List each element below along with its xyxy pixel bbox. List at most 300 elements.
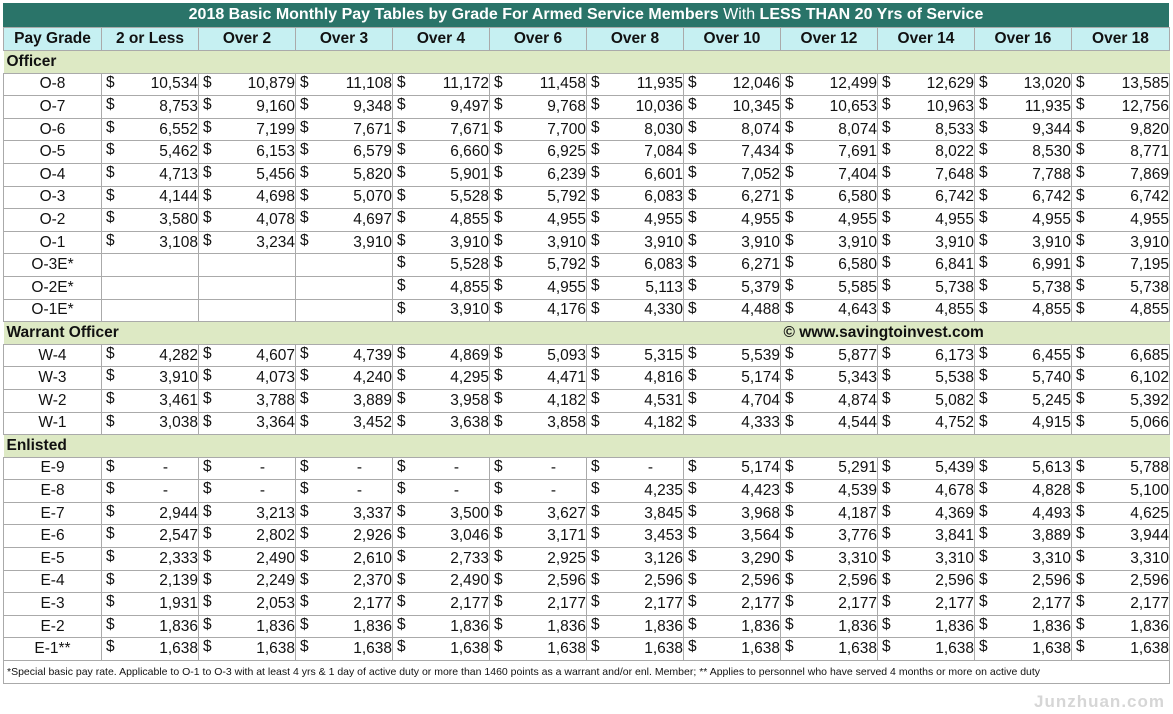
pay-value-cell <box>1072 299 1170 322</box>
currency-symbol: $ <box>203 615 212 633</box>
pay-amount: 2,333 <box>159 549 198 567</box>
pay-grade-cell: O-8 <box>4 73 102 96</box>
table-row <box>4 389 1170 412</box>
pay-value-cell <box>102 141 199 164</box>
pay-amount: 4,752 <box>935 414 974 432</box>
pay-amount: 3,910 <box>935 233 974 251</box>
currency-symbol: $ <box>591 231 600 249</box>
currency-symbol: $ <box>300 480 309 498</box>
watermark: Junzhuan.com <box>1033 692 1165 711</box>
pay-value-cell <box>393 209 490 232</box>
currency-symbol: $ <box>882 163 891 181</box>
pay-value-cell <box>975 73 1072 96</box>
currency-symbol: $ <box>785 457 794 475</box>
pay-amount: 7,084 <box>644 143 683 161</box>
pay-value-cell <box>878 118 975 141</box>
pay-grade-cell: O-4 <box>4 163 102 186</box>
currency-symbol: $ <box>106 209 115 227</box>
pay-amount: 6,239 <box>547 165 586 183</box>
currency-symbol: $ <box>979 502 988 520</box>
currency-symbol: $ <box>785 209 794 227</box>
pay-value-cell <box>393 457 490 480</box>
pay-value-cell <box>490 638 587 661</box>
currency-symbol: $ <box>494 367 503 385</box>
currency-symbol: $ <box>203 525 212 543</box>
table-row <box>4 344 1170 367</box>
currency-symbol: $ <box>591 615 600 633</box>
currency-symbol: $ <box>979 570 988 588</box>
pay-amount: 6,685 <box>1130 346 1169 364</box>
pay-amount: 4,855 <box>450 210 489 228</box>
currency-symbol: $ <box>203 186 212 204</box>
currency-symbol: $ <box>1076 570 1085 588</box>
pay-value-cell <box>587 638 684 661</box>
pay-amount: 3,841 <box>935 527 974 545</box>
pay-amount: 5,792 <box>547 256 586 274</box>
pay-value-cell <box>1072 570 1170 593</box>
currency-symbol: $ <box>591 118 600 136</box>
pay-amount: 3,627 <box>547 504 586 522</box>
currency-symbol: $ <box>882 299 891 317</box>
currency-symbol: $ <box>979 231 988 249</box>
pay-amount: 8,530 <box>1032 143 1071 161</box>
currency-symbol: $ <box>979 593 988 611</box>
currency-symbol: $ <box>1076 231 1085 249</box>
pay-value-cell <box>878 548 975 571</box>
currency-symbol: $ <box>203 163 212 181</box>
pay-value-cell <box>199 231 296 254</box>
pay-value-cell <box>490 615 587 638</box>
pay-amount: 1,836 <box>644 617 683 635</box>
pay-amount: 3,910 <box>644 233 683 251</box>
pay-amount: 7,052 <box>741 165 780 183</box>
pay-value-cell <box>490 457 587 480</box>
currency-symbol: $ <box>106 118 115 136</box>
pay-amount: 5,788 <box>1130 459 1169 477</box>
pay-amount: 9,348 <box>353 97 392 115</box>
currency-symbol: $ <box>300 344 309 362</box>
pay-amount: 4,073 <box>256 369 295 387</box>
pay-value-cell <box>684 73 781 96</box>
pay-amount: 7,195 <box>1130 256 1169 274</box>
currency-symbol: $ <box>591 457 600 475</box>
pay-amount: 6,153 <box>256 143 295 161</box>
table-row <box>4 73 1170 96</box>
pay-value-cell <box>878 276 975 299</box>
pay-value-cell <box>781 299 878 322</box>
currency-symbol: $ <box>397 73 406 91</box>
currency-symbol: $ <box>203 389 212 407</box>
pay-value-cell <box>490 502 587 525</box>
pay-value-cell <box>393 141 490 164</box>
pay-value-cell <box>684 254 781 277</box>
pay-value-cell <box>199 389 296 412</box>
currency-symbol: $ <box>591 73 600 91</box>
pay-value-cell <box>975 525 1072 548</box>
pay-amount: 1,836 <box>450 617 489 635</box>
currency-symbol: $ <box>300 141 309 159</box>
currency-symbol: $ <box>106 593 115 611</box>
pay-value-cell <box>393 163 490 186</box>
pay-value-cell <box>975 480 1072 503</box>
pay-value-cell <box>975 344 1072 367</box>
pay-value-cell <box>975 548 1072 571</box>
pay-value-cell <box>102 412 199 435</box>
pay-amount: 7,671 <box>450 120 489 138</box>
pay-value-cell <box>975 570 1072 593</box>
pay-value-cell <box>781 367 878 390</box>
pay-amount: 3,038 <box>159 414 198 432</box>
currency-symbol: $ <box>591 163 600 181</box>
pay-value-cell <box>296 163 393 186</box>
table-row <box>4 96 1170 119</box>
currency-symbol: $ <box>494 254 503 272</box>
currency-symbol: $ <box>591 299 600 317</box>
currency-symbol: $ <box>882 73 891 91</box>
pay-amount: 3,500 <box>450 504 489 522</box>
pay-value-cell <box>199 276 296 299</box>
currency-symbol: $ <box>300 73 309 91</box>
currency-symbol: $ <box>785 231 794 249</box>
currency-symbol: $ <box>785 389 794 407</box>
pay-value-cell <box>102 480 199 503</box>
currency-symbol: $ <box>591 638 600 656</box>
pay-amount: 6,660 <box>450 143 489 161</box>
currency-symbol: $ <box>397 389 406 407</box>
currency-symbol: $ <box>785 96 794 114</box>
pay-amount: 2,490 <box>256 549 295 567</box>
pay-value-cell <box>296 638 393 661</box>
pay-value-cell <box>587 141 684 164</box>
pay-value-cell <box>490 209 587 232</box>
pay-amount: 5,100 <box>1130 482 1169 500</box>
currency-symbol: $ <box>785 593 794 611</box>
pay-value-cell <box>684 480 781 503</box>
pay-value-cell <box>1072 163 1170 186</box>
pay-amount: 12,499 <box>829 75 877 93</box>
currency-symbol: $ <box>1076 615 1085 633</box>
currency-symbol: $ <box>591 525 600 543</box>
currency-symbol: $ <box>688 502 697 520</box>
pay-amount: 9,497 <box>450 97 489 115</box>
pay-amount: 6,271 <box>741 188 780 206</box>
pay-amount: 10,534 <box>150 75 198 93</box>
pay-amount: 10,653 <box>829 97 877 115</box>
pay-value-cell <box>781 141 878 164</box>
pay-value-cell <box>975 412 1072 435</box>
currency-symbol: $ <box>688 163 697 181</box>
pay-value-cell <box>1072 118 1170 141</box>
currency-symbol: $ <box>979 638 988 656</box>
pay-amount: 8,074 <box>838 120 877 138</box>
pay-value-cell <box>684 186 781 209</box>
pay-amount: 4,240 <box>353 369 392 387</box>
currency-symbol: $ <box>397 96 406 114</box>
pay-value-cell <box>490 412 587 435</box>
pay-value-cell <box>975 502 1072 525</box>
pay-amount: 3,889 <box>1032 527 1071 545</box>
pay-value-cell <box>1072 638 1170 661</box>
table-row <box>4 570 1170 593</box>
currency-symbol: $ <box>688 367 697 385</box>
section-label: Warrant Officer <box>4 322 781 345</box>
currency-symbol: $ <box>688 231 697 249</box>
pay-value-cell <box>781 209 878 232</box>
pay-amount: 11,108 <box>345 75 392 93</box>
currency-symbol: $ <box>785 502 794 520</box>
pay-amount: 3,910 <box>353 233 392 251</box>
pay-amount: 2,177 <box>741 595 780 613</box>
pay-amount: 5,245 <box>1032 391 1071 409</box>
pay-value-cell <box>490 593 587 616</box>
pay-amount: 11,172 <box>442 75 489 93</box>
pay-value-cell <box>199 141 296 164</box>
currency-symbol: $ <box>300 209 309 227</box>
currency-symbol: $ <box>979 525 988 543</box>
currency-symbol: $ <box>106 638 115 656</box>
table-row <box>4 231 1170 254</box>
table-row <box>4 480 1170 503</box>
pay-amount: 4,493 <box>1032 504 1071 522</box>
pay-value-cell <box>975 638 1072 661</box>
pay-amount: 3,171 <box>547 527 586 545</box>
currency-symbol: $ <box>1076 367 1085 385</box>
pay-value-cell <box>393 231 490 254</box>
currency-symbol: $ <box>397 276 406 294</box>
currency-symbol: $ <box>300 231 309 249</box>
pay-value-cell <box>684 389 781 412</box>
pay-amount: 6,601 <box>644 165 683 183</box>
pay-amount: 9,820 <box>1130 120 1169 138</box>
currency-symbol: $ <box>785 367 794 385</box>
pay-value-cell <box>199 254 296 277</box>
table-row <box>4 615 1170 638</box>
currency-symbol: $ <box>203 209 212 227</box>
currency-symbol: $ <box>785 570 794 588</box>
currency-symbol: $ <box>1076 502 1085 520</box>
currency-symbol: $ <box>494 457 503 475</box>
header-column: Over 3 <box>296 28 393 51</box>
header-row <box>4 28 1170 51</box>
pay-value-cell <box>490 231 587 254</box>
pay-amount: 3,234 <box>256 233 295 251</box>
pay-value-cell <box>587 96 684 119</box>
pay-value-cell <box>1072 141 1170 164</box>
header-column: Over 16 <box>975 28 1072 51</box>
currency-symbol: $ <box>397 231 406 249</box>
pay-value-cell <box>684 276 781 299</box>
pay-value-cell <box>199 615 296 638</box>
currency-symbol: $ <box>979 344 988 362</box>
pay-amount: 5,070 <box>353 188 392 206</box>
currency-symbol: $ <box>882 96 891 114</box>
currency-symbol: $ <box>494 209 503 227</box>
currency-symbol: $ <box>106 525 115 543</box>
pay-amount: 7,700 <box>547 120 586 138</box>
pay-amount: 1,836 <box>741 617 780 635</box>
section-row <box>4 435 1170 458</box>
currency-symbol: $ <box>1076 96 1085 114</box>
pay-amount: 5,093 <box>547 346 586 364</box>
pay-value-cell <box>975 254 1072 277</box>
pay-amount: - <box>550 482 556 500</box>
pay-amount: 1,638 <box>741 640 780 658</box>
pay-amount: 6,991 <box>1032 256 1071 274</box>
pay-amount: 4,176 <box>547 301 586 319</box>
currency-symbol: $ <box>688 73 697 91</box>
pay-amount: 7,788 <box>1032 165 1071 183</box>
currency-symbol: $ <box>106 570 115 588</box>
title-part-3: LESS THAN 20 Yrs of Service <box>759 6 984 23</box>
pay-value-cell <box>393 412 490 435</box>
pay-value-cell <box>975 209 1072 232</box>
pay-value-cell <box>587 389 684 412</box>
currency-symbol: $ <box>106 186 115 204</box>
currency-symbol: $ <box>106 615 115 633</box>
pay-value-cell <box>878 73 975 96</box>
currency-symbol: $ <box>203 457 212 475</box>
pay-amount: 4,182 <box>547 391 586 409</box>
pay-amount: 2,802 <box>256 527 295 545</box>
currency-symbol: $ <box>979 299 988 317</box>
pay-amount: 4,816 <box>644 369 683 387</box>
currency-symbol: $ <box>1076 276 1085 294</box>
currency-symbol: $ <box>494 276 503 294</box>
currency-symbol: $ <box>397 412 406 430</box>
currency-symbol: $ <box>397 615 406 633</box>
currency-symbol: $ <box>688 299 697 317</box>
currency-symbol: $ <box>397 254 406 272</box>
pay-amount: 3,910 <box>159 369 198 387</box>
pay-value-cell <box>587 502 684 525</box>
pay-amount: 4,915 <box>1032 414 1071 432</box>
pay-value-cell <box>1072 367 1170 390</box>
pay-value-cell <box>781 638 878 661</box>
pay-amount: - <box>647 459 653 477</box>
pay-value-cell <box>199 299 296 322</box>
pay-value-cell <box>296 141 393 164</box>
table-title <box>3 3 1169 27</box>
pay-amount: 4,607 <box>256 346 295 364</box>
pay-grade-cell: O-3 <box>4 186 102 209</box>
currency-symbol: $ <box>203 593 212 611</box>
pay-value-cell <box>102 570 199 593</box>
pay-value-cell <box>684 299 781 322</box>
pay-value-cell <box>587 570 684 593</box>
currency-symbol: $ <box>979 389 988 407</box>
pay-amount: 3,126 <box>644 549 683 567</box>
pay-amount: 5,613 <box>1032 459 1071 477</box>
currency-symbol: $ <box>1076 593 1085 611</box>
currency-symbol: $ <box>882 231 891 249</box>
pay-value-cell <box>587 231 684 254</box>
pay-value-cell <box>393 525 490 548</box>
pay-amount: 5,174 <box>741 369 780 387</box>
pay-value-cell <box>490 254 587 277</box>
pay-grade-cell: E-3 <box>4 593 102 616</box>
pay-value-cell <box>781 73 878 96</box>
pay-value-cell <box>975 593 1072 616</box>
currency-symbol: $ <box>882 502 891 520</box>
currency-symbol: $ <box>494 638 503 656</box>
pay-grade-cell: O-2 <box>4 209 102 232</box>
pay-value-cell <box>490 548 587 571</box>
pay-value-cell <box>1072 593 1170 616</box>
pay-value-cell <box>975 118 1072 141</box>
pay-value-cell <box>199 570 296 593</box>
pay-grade-cell: O-2E* <box>4 276 102 299</box>
pay-value-cell <box>878 457 975 480</box>
pay-amount: 7,404 <box>838 165 877 183</box>
pay-grade-cell: O-6 <box>4 118 102 141</box>
currency-symbol: $ <box>300 163 309 181</box>
pay-amount: 4,539 <box>838 482 877 500</box>
pay-amount: 1,638 <box>353 640 392 658</box>
pay-amount: 10,879 <box>247 75 295 93</box>
pay-amount: 6,271 <box>741 256 780 274</box>
pay-amount: 1,836 <box>1130 617 1169 635</box>
pay-amount: 10,345 <box>732 97 780 115</box>
footnote: *Special basic pay rate. Applicable to O-1 to O-3 with at least 4 yrs & 1 day of active duty or more than 1460 points as a warrant and/or enl. Member; ** Applies to personnel who have served 4 months or more on active duty <box>4 661 1170 684</box>
pay-grade-cell: E-2 <box>4 615 102 638</box>
pay-value-cell <box>1072 457 1170 480</box>
pay-amount: 12,756 <box>1121 97 1169 115</box>
pay-grade-cell: W-3 <box>4 367 102 390</box>
currency-symbol: $ <box>397 457 406 475</box>
currency-symbol: $ <box>494 186 503 204</box>
pay-amount: 4,955 <box>644 210 683 228</box>
pay-amount: 6,102 <box>1130 369 1169 387</box>
currency-symbol: $ <box>494 548 503 566</box>
currency-symbol: $ <box>397 525 406 543</box>
pay-value-cell <box>781 96 878 119</box>
pay-amount: 1,836 <box>547 617 586 635</box>
currency-symbol: $ <box>688 593 697 611</box>
currency-symbol: $ <box>591 502 600 520</box>
pay-value-cell <box>587 344 684 367</box>
currency-symbol: $ <box>106 96 115 114</box>
currency-symbol: $ <box>1076 209 1085 227</box>
currency-symbol: $ <box>785 480 794 498</box>
currency-symbol: $ <box>688 254 697 272</box>
pay-amount: 6,083 <box>644 256 683 274</box>
pay-amount: 3,910 <box>450 301 489 319</box>
pay-amount: 4,678 <box>935 482 974 500</box>
pay-value-cell <box>587 525 684 548</box>
currency-symbol: $ <box>785 141 794 159</box>
pay-value-cell <box>102 367 199 390</box>
currency-symbol: $ <box>1076 525 1085 543</box>
pay-value-cell <box>781 118 878 141</box>
currency-symbol: $ <box>106 73 115 91</box>
pay-amount: 4,869 <box>450 346 489 364</box>
pay-grade-cell: O-1E* <box>4 299 102 322</box>
pay-value-cell <box>199 96 296 119</box>
pay-amount: 4,955 <box>547 210 586 228</box>
currency-symbol: $ <box>397 570 406 588</box>
pay-grade-cell: E-5 <box>4 548 102 571</box>
pay-value-cell <box>102 118 199 141</box>
currency-symbol: $ <box>397 299 406 317</box>
pay-amount: 6,742 <box>935 188 974 206</box>
pay-amount: 1,638 <box>256 640 295 658</box>
pay-value-cell <box>587 367 684 390</box>
pay-amount: 4,235 <box>644 482 683 500</box>
pay-value-cell <box>878 96 975 119</box>
pay-amount: 1,836 <box>838 617 877 635</box>
pay-value-cell <box>684 118 781 141</box>
pay-value-cell <box>878 412 975 435</box>
